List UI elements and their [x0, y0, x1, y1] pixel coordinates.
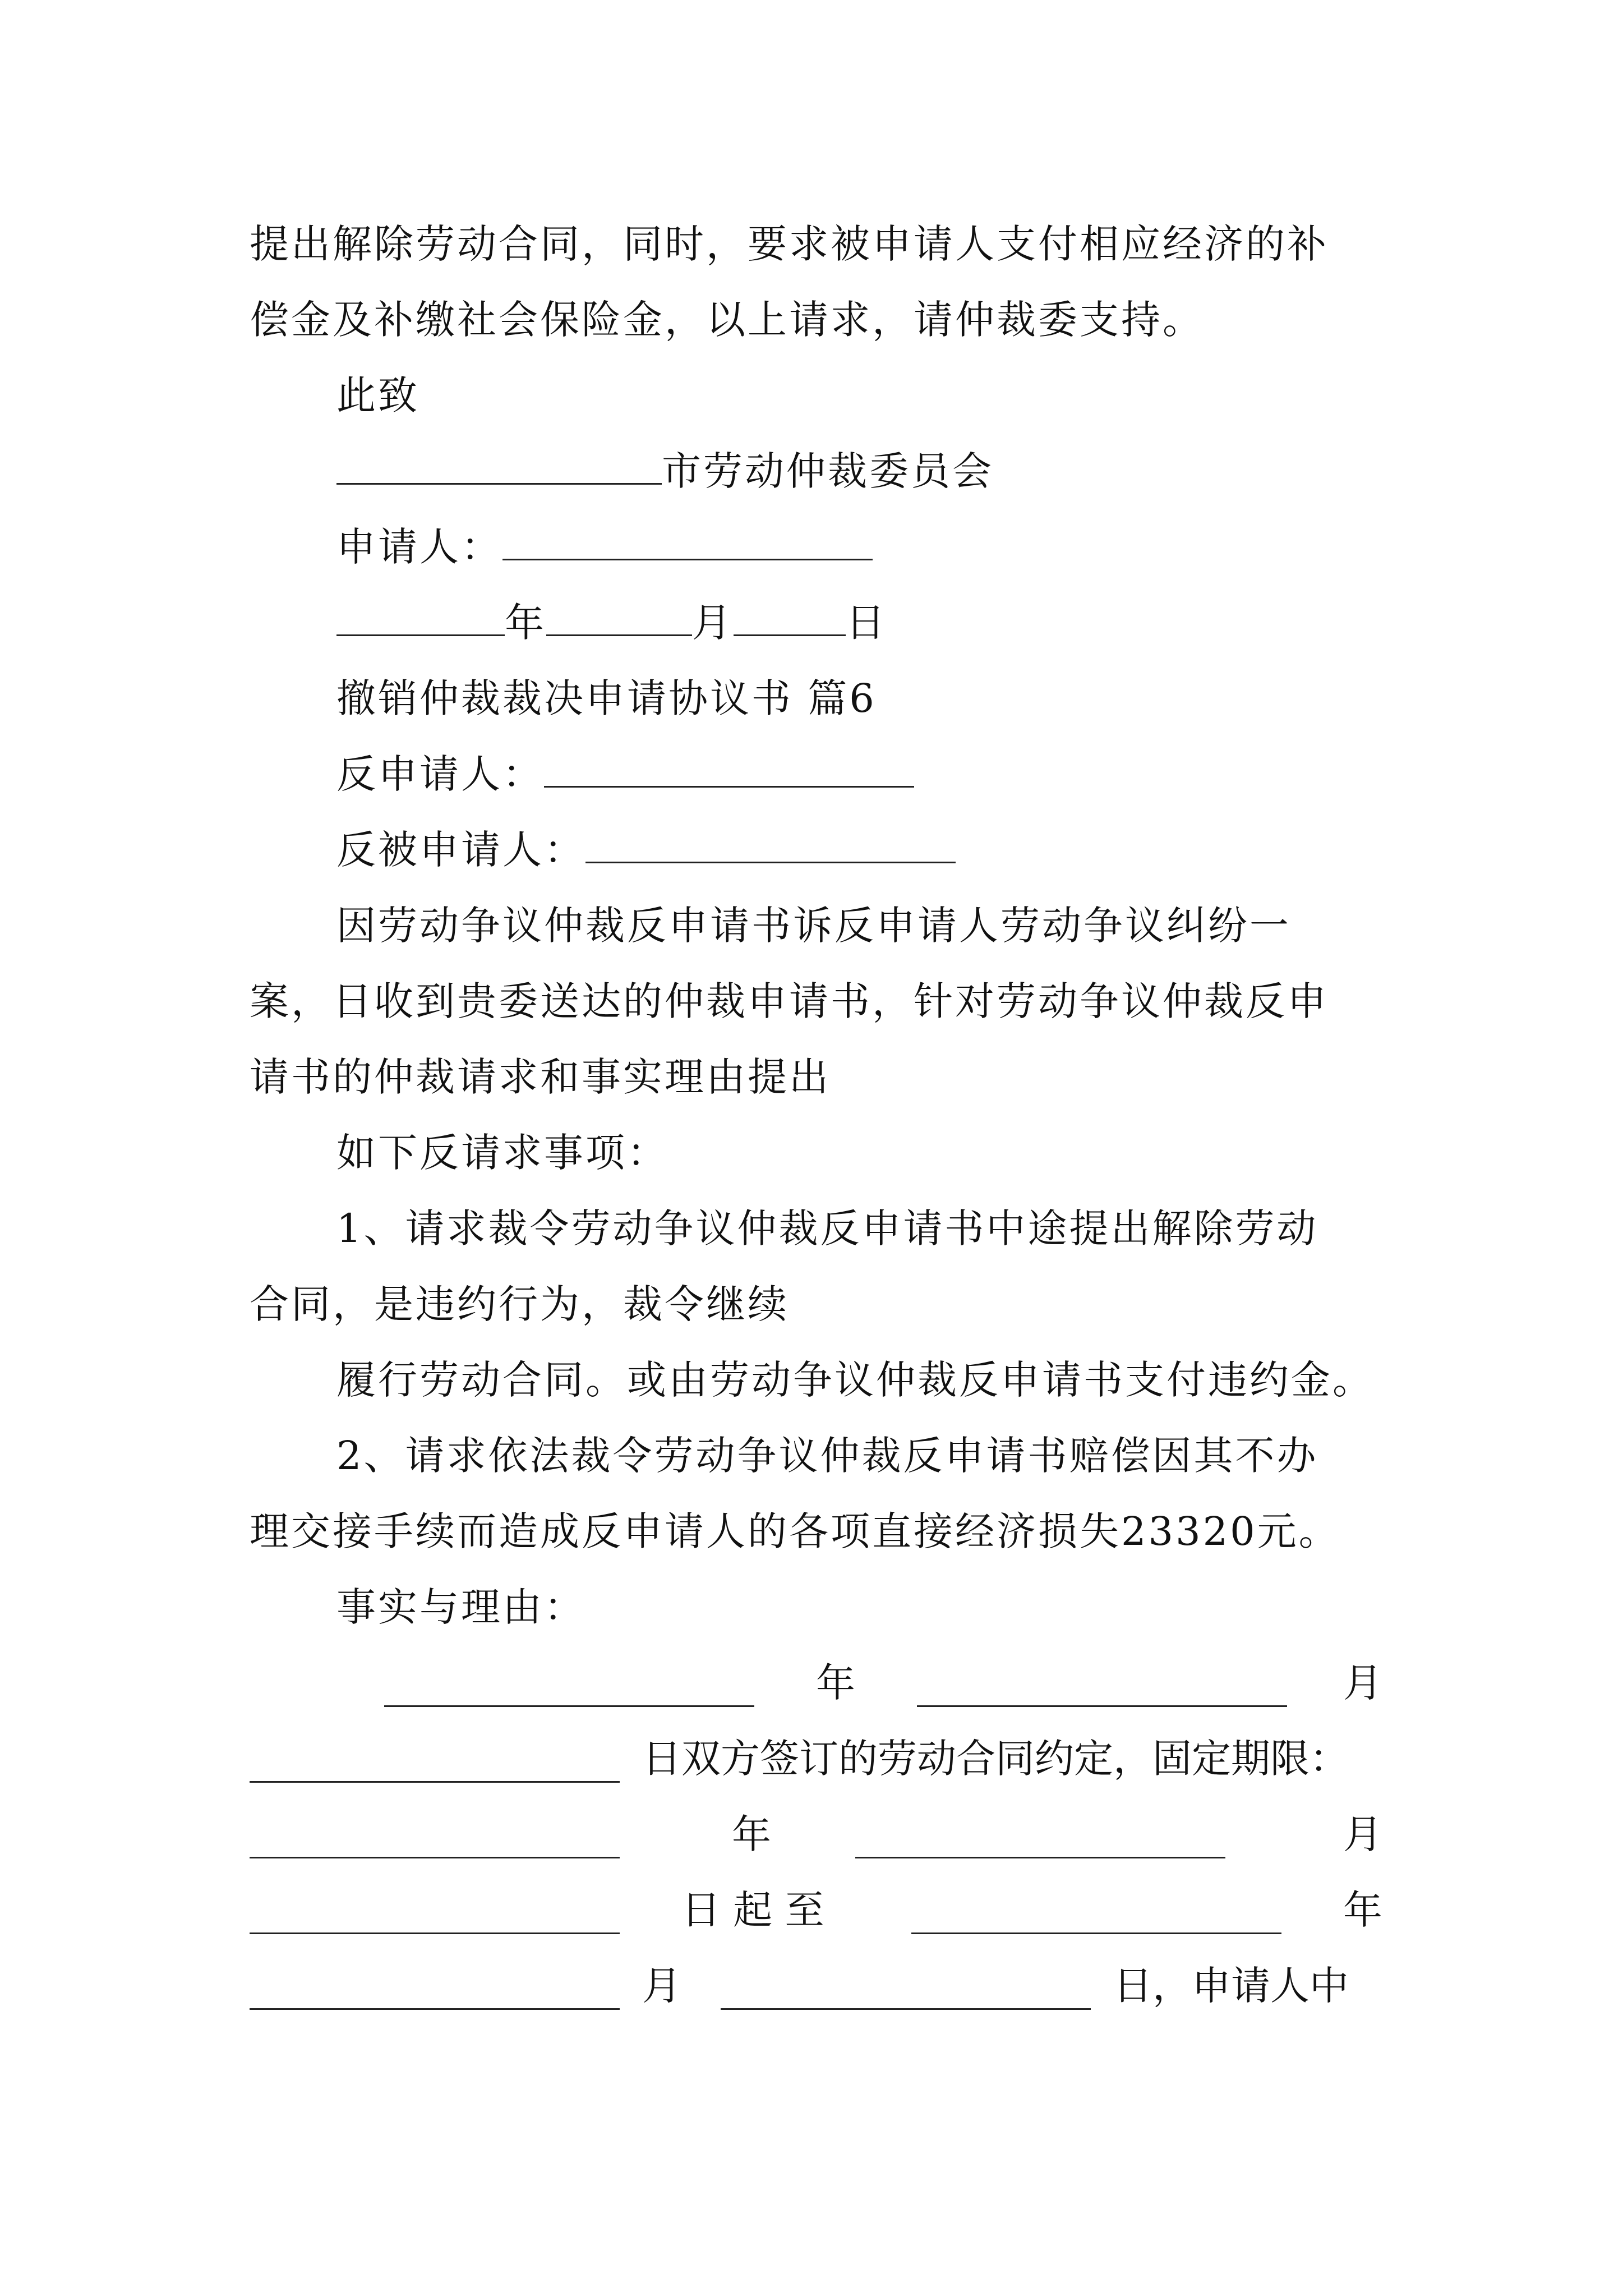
day-applicant-text: 日，申请人中	[1113, 1963, 1349, 2009]
applicant-line	[336, 513, 1481, 581]
blank-field	[855, 1818, 1225, 1858]
paragraph-line: 理交接手续而造成反申请人的各项直接经济损失23320元。	[250, 1508, 1340, 1554]
year-label: 年	[505, 600, 546, 646]
month-label: 月	[642, 1963, 681, 2009]
blank-field	[384, 1666, 754, 1707]
counter-applicant-label: 反申请人：	[336, 751, 544, 797]
paragraph-line: 1、请求裁令劳动争议仲裁反申请书中途提出解除劳动	[336, 1205, 1318, 1251]
paragraph-line: 合同，是违约行为，裁令继续	[250, 1281, 789, 1327]
section-title: 撤销仲裁裁决申请协议书 篇6	[336, 675, 877, 721]
paragraph-line: 提出解除劳动合同，同时，要求被申请人支付相应经济的补	[250, 221, 1329, 267]
recipient-suffix: 市劳动仲裁委员会	[662, 448, 994, 494]
counter-claims-heading: 如下反请求事项：	[336, 1130, 668, 1176]
blank-field	[546, 595, 692, 636]
paragraph-line: 因劳动争议仲裁反申请书诉反申请人劳动争议纠纷一	[336, 903, 1291, 949]
blank-field	[917, 1666, 1287, 1707]
blank-field	[250, 1818, 620, 1858]
paragraph-line: 履行劳动合同。或由劳动争议仲裁反申请书支付违约金。	[336, 1357, 1374, 1403]
blank-field	[585, 822, 956, 863]
counter-applicant-line	[336, 740, 1481, 808]
recipient-line	[336, 438, 1481, 505]
counter-respondent-line	[336, 816, 1481, 884]
month-label: 月	[1343, 1660, 1382, 1706]
year-label: 年	[816, 1660, 855, 1706]
salutation: 此致	[336, 372, 419, 418]
from-to-label: 日 起 至	[681, 1887, 824, 1933]
blank-field	[336, 595, 505, 636]
date-line	[336, 589, 1481, 656]
fill-row	[250, 1876, 1394, 1944]
blank-field	[502, 519, 873, 560]
blank-field	[721, 1969, 1091, 2010]
blank-field	[336, 444, 662, 485]
facts-heading: 事实与理由：	[336, 1584, 585, 1630]
fill-row	[250, 1649, 1394, 1717]
blank-field	[250, 1893, 620, 1934]
year-label: 年	[732, 1811, 771, 1857]
month-label: 月	[1343, 1811, 1382, 1857]
blank-field	[250, 1742, 620, 1783]
counter-respondent-label: 反被申请人：	[336, 827, 585, 873]
month-label: 月	[692, 600, 734, 646]
year-label: 年	[1343, 1887, 1382, 1933]
fill-row	[250, 1952, 1394, 2019]
fill-row	[250, 1801, 1394, 1868]
blank-field	[544, 747, 914, 788]
paragraph-line: 偿金及补缴社会保险金，以上请求，请仲裁委支持。	[250, 297, 1204, 343]
day-label: 日	[846, 600, 887, 646]
blank-field	[911, 1893, 1281, 1934]
blank-field	[734, 595, 846, 636]
contract-text: 日双方签订的劳动合同约定，固定期限：	[642, 1736, 1349, 1782]
paragraph-line: 2、请求依法裁令劳动争议仲裁反申请书赔偿因其不办	[336, 1433, 1318, 1479]
paragraph-line: 请书的仲裁请求和事实理由提出	[250, 1054, 831, 1100]
fill-row	[250, 1725, 1394, 1792]
paragraph-line: 案，日收到贵委送达的仲裁申请书，针对劳动争议仲裁反申	[250, 978, 1329, 1024]
applicant-label: 申请人：	[336, 524, 502, 570]
blank-field	[250, 1969, 620, 2010]
